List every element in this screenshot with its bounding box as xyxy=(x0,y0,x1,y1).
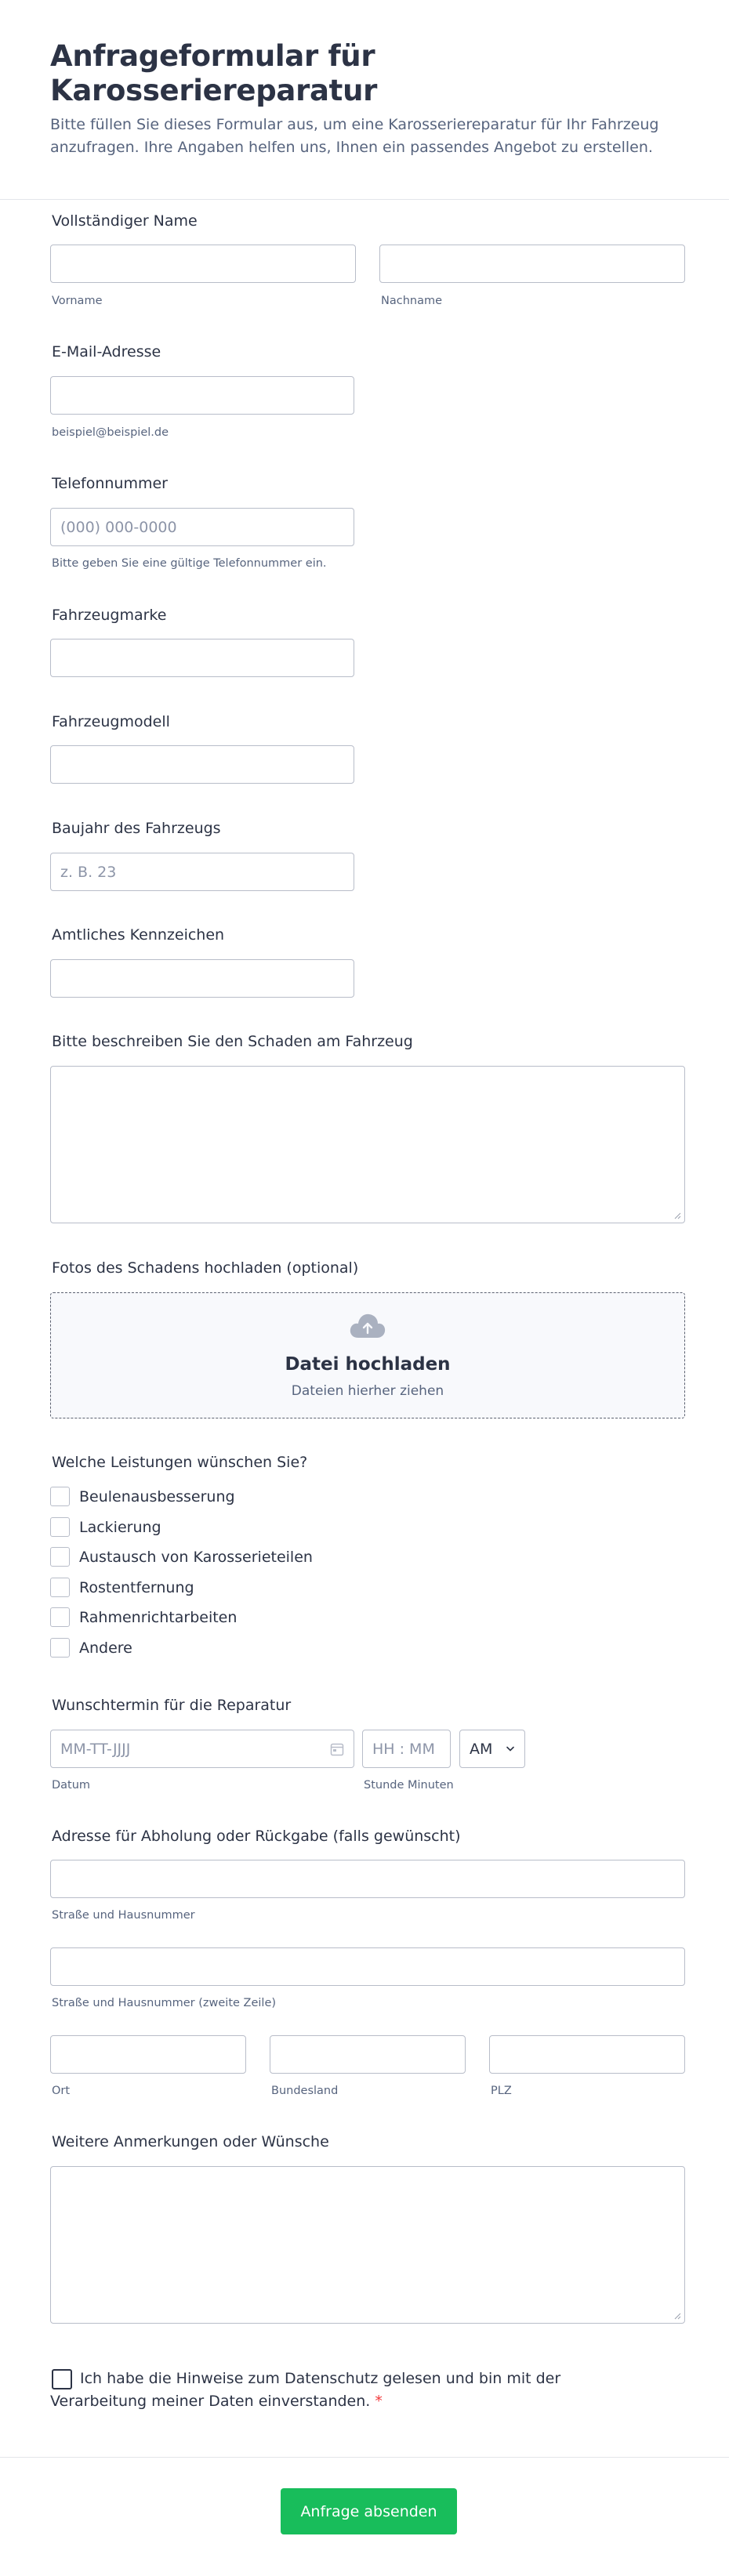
last-name-input[interactable] xyxy=(379,245,685,283)
resize-handle-icon[interactable] xyxy=(673,2312,681,2320)
form-description: Bitte füllen Sie dieses Formular aus, um eine Karosseriereparatur für Ihr Fahrzeug anzufragen. Ihre Angaben helfen uns, Ihnen ein passendes Angebot zu erstellen. xyxy=(50,115,659,157)
checkbox[interactable] xyxy=(50,1638,70,1658)
full-name-label: Vollständiger Name xyxy=(52,212,198,230)
city-sublabel: Ort xyxy=(52,2085,71,2097)
model-input[interactable] xyxy=(50,745,354,784)
services-label: Welche Leistungen wünschen Sie? xyxy=(52,1454,308,1471)
street2-input[interactable] xyxy=(50,1947,685,1986)
street2-sublabel: Straße und Hausnummer (zweite Zeile) xyxy=(52,1997,277,2009)
required-asterisk: * xyxy=(375,2392,383,2410)
service-option-1[interactable] xyxy=(50,1487,235,1506)
consent-label xyxy=(50,2368,583,2413)
file-upload-dropzone[interactable] xyxy=(50,1292,685,1418)
service-option-6[interactable] xyxy=(50,1638,132,1658)
chevron-down-icon xyxy=(506,1745,515,1753)
checkbox-label: Austausch von Karosserieteilen xyxy=(79,1548,313,1566)
checkbox[interactable] xyxy=(50,1547,70,1567)
email-sublabel: beispiel@beispiel.de xyxy=(52,426,169,439)
checkbox-label: Rahmenrichtarbeiten xyxy=(79,1608,238,1626)
address-label: Adresse für Abholung oder Rückgabe (falls gewünscht) xyxy=(52,1828,461,1845)
upload-title: Datei hochladen xyxy=(285,1354,451,1375)
submit-button[interactable]: Anfrage absenden xyxy=(281,2488,457,2534)
year-label: Baujahr des Fahrzeugs xyxy=(52,820,221,837)
resize-handle-icon[interactable] xyxy=(673,1212,681,1219)
checkbox[interactable] xyxy=(50,1517,70,1537)
notes-textarea[interactable] xyxy=(50,2166,685,2324)
service-option-2[interactable] xyxy=(50,1517,161,1537)
cloud-upload-icon xyxy=(348,1312,387,1340)
photos-label: Fotos des Schadens hochladen (optional) xyxy=(52,1259,359,1277)
checkbox-label: Lackierung xyxy=(79,1518,161,1536)
year-input[interactable]: z. B. 23 xyxy=(50,853,354,891)
service-option-3[interactable] xyxy=(50,1547,313,1567)
street1-input[interactable] xyxy=(50,1860,685,1898)
first-name-input[interactable] xyxy=(50,245,356,283)
phone-label: Telefonnummer xyxy=(52,475,168,492)
time-input[interactable]: HH : MM xyxy=(362,1730,451,1768)
state-input[interactable] xyxy=(270,2035,466,2074)
damage-textarea[interactable] xyxy=(50,1066,685,1223)
date-label: Wunschtermin für die Reparatur xyxy=(52,1697,292,1714)
plate-input[interactable] xyxy=(50,959,354,998)
checkbox[interactable] xyxy=(50,1607,70,1627)
consent-text: Ich habe die Hinweise zum Datenschutz gelesen und bin mit der Verarbeitung meiner Daten einverstanden. xyxy=(50,2370,561,2410)
email-label: E-Mail-Adresse xyxy=(52,343,161,360)
checkbox[interactable] xyxy=(50,1578,70,1597)
notes-label: Weitere Anmerkungen oder Wünsche xyxy=(52,2133,329,2150)
zip-input[interactable] xyxy=(489,2035,685,2074)
upload-subtitle: Dateien hierher ziehen xyxy=(291,1383,444,1399)
state-sublabel: Bundesland xyxy=(271,2085,339,2097)
street1-sublabel: Straße und Hausnummer xyxy=(52,1909,195,1922)
plate-label: Amtliches Kennzeichen xyxy=(52,926,225,944)
date-placeholder: MM-TT-JJJJ xyxy=(60,1740,131,1758)
calendar-icon[interactable] xyxy=(330,1742,344,1756)
make-input[interactable] xyxy=(50,639,354,677)
service-option-5[interactable] xyxy=(50,1607,237,1627)
time-sublabel: Stunde Minuten xyxy=(364,1779,454,1792)
ampm-value: AM xyxy=(470,1740,493,1758)
last-name-sublabel: Nachname xyxy=(381,295,443,307)
checkbox-label: Beulenausbesserung xyxy=(79,1487,235,1505)
date-input[interactable] xyxy=(50,1730,354,1768)
zip-sublabel: PLZ xyxy=(491,2085,512,2097)
model-label: Fahrzeugmodell xyxy=(52,713,170,730)
first-name-sublabel: Vorname xyxy=(52,295,103,307)
email-input[interactable] xyxy=(50,376,354,415)
phone-input[interactable]: (000) 000-0000 xyxy=(50,508,354,546)
checkbox-label: Andere xyxy=(79,1639,132,1657)
service-option-4[interactable] xyxy=(50,1578,194,1597)
date-sublabel: Datum xyxy=(52,1779,91,1792)
form-footer xyxy=(0,2457,729,2576)
checkbox[interactable] xyxy=(50,1487,70,1506)
make-label: Fahrzeugmarke xyxy=(52,607,167,624)
phone-sublabel: Bitte geben Sie eine gültige Telefonnummer ein. xyxy=(52,557,327,570)
checkbox-label: Rostentfernung xyxy=(79,1578,194,1596)
city-input[interactable] xyxy=(50,2035,246,2074)
ampm-select[interactable] xyxy=(459,1730,525,1768)
page-title: Anfrageformular für Karosseriereparatur xyxy=(50,39,378,108)
damage-label: Bitte beschreiben Sie den Schaden am Fahrzeug xyxy=(52,1033,413,1050)
